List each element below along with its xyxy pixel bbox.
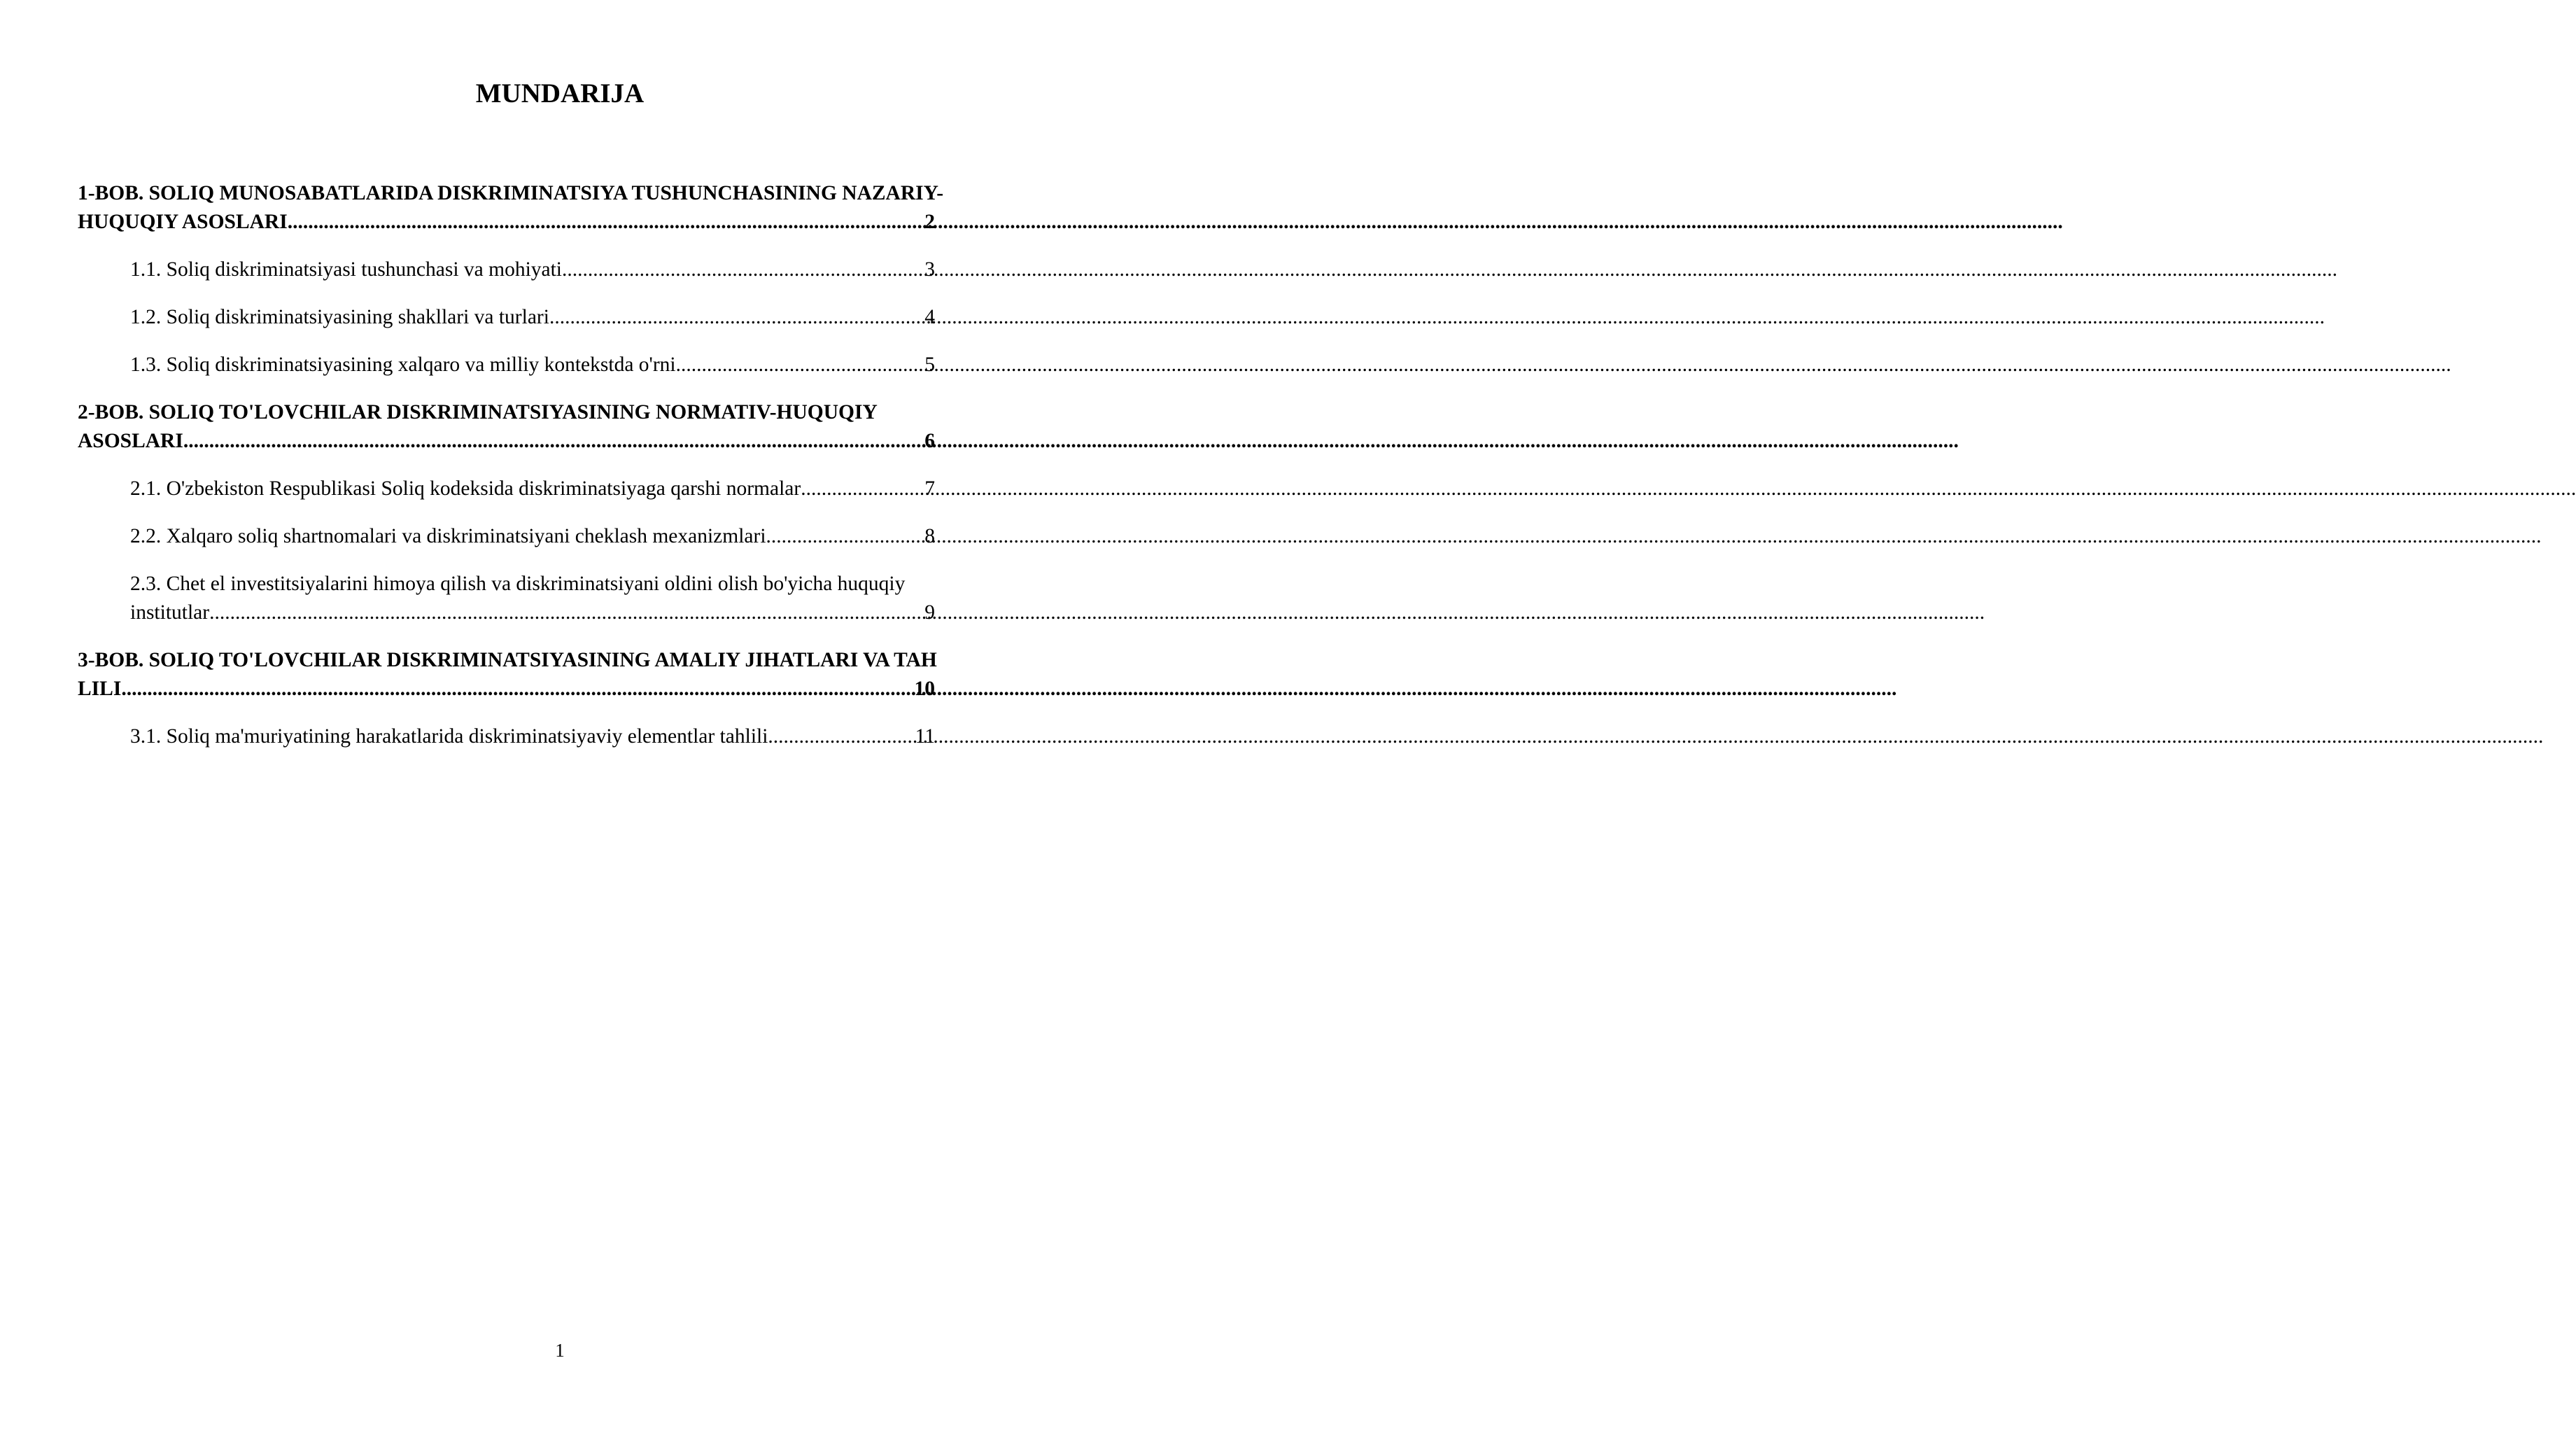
page-title: MUNDARIJA <box>475 78 645 108</box>
toc-entry-text: institutlar <box>130 601 210 624</box>
toc-leader-dots <box>768 722 913 751</box>
toc-entry-chapter-3[interactable] <box>78 646 935 704</box>
toc-entry-first-line: 1-BOB. SOLIQ MUNOSABATLARIDA DISKRIMINATSIYA TUSHUNCHASINING NAZARIY- <box>78 182 944 204</box>
toc-leader-dots <box>288 208 924 237</box>
toc-entry-first-line: 2-BOB. SOLIQ TO'LOVCHILAR DISKRIMINATSIYASINING NORMATIV-HUQUQIY <box>78 401 878 424</box>
toc-leader-dots <box>209 598 923 627</box>
toc-entry-section-2-3[interactable] <box>78 570 935 627</box>
toc-entry-section-1-2[interactable] <box>78 303 935 332</box>
toc-entry-line <box>130 522 935 551</box>
page-footer-number: 1 <box>555 1340 565 1361</box>
toc-entry-text: 1.2. Soliq diskriminatsiyasining shakllari va turlari <box>130 306 549 328</box>
toc-entry-text: 3.1. Soliq ma'muriyatining harakatlarida diskriminatsiyaviy elementlar tahlili <box>130 725 768 748</box>
toc-page-number: 2 <box>924 211 935 233</box>
toc-page-number: 10 <box>914 678 935 700</box>
toc-entry-text: 2.2. Xalqaro soliq shartnomalari va diskriminatsiyani cheklash mexanizmlari <box>130 525 766 547</box>
toc-leader-dots <box>766 522 924 551</box>
toc-entry-chapter-2[interactable] <box>78 398 935 456</box>
toc-entry-line <box>130 303 935 332</box>
toc-entry-text: LILI <box>78 678 122 700</box>
toc-entry-text: ASOSLARI <box>78 430 183 452</box>
toc-entry-text: HUQUQIY ASOSLARI <box>78 211 288 233</box>
toc-entry-section-3-1[interactable] <box>78 722 935 751</box>
toc-page-number: 5 <box>924 354 935 376</box>
toc-entry-section-2-2[interactable] <box>78 522 935 551</box>
toc-entry-text: 1.3. Soliq diskriminatsiyasining xalqaro va milliy kontekstda o'rni <box>130 354 676 376</box>
toc-page-number: 9 <box>924 601 935 624</box>
toc-entry-text: 2.1. O'zbekiston Respublikasi Soliq kodeksida diskriminatsiyaga qarshi normalar <box>130 477 801 500</box>
toc-entry-line <box>78 208 935 237</box>
toc-page-number: 7 <box>924 477 935 500</box>
toc-entry-line <box>130 255 935 284</box>
toc-leader-dots <box>801 475 923 503</box>
toc-entry-line <box>130 351 935 379</box>
toc-entry-line <box>130 722 935 751</box>
toc-leader-dots <box>121 675 913 704</box>
toc-entry-line <box>130 598 935 627</box>
toc-leader-dots <box>549 303 923 332</box>
toc-entry-section-2-1[interactable] <box>78 475 935 503</box>
toc-leader-dots <box>676 351 924 379</box>
toc-entry-line <box>130 475 935 503</box>
toc-entry-text: 1.1. Soliq diskriminatsiyasi tushunchasi va mohiyati <box>130 258 563 281</box>
toc-entry-chapter-1[interactable] <box>78 179 944 237</box>
toc-entry-line <box>78 675 935 704</box>
toc-page-number: 4 <box>924 306 935 328</box>
toc-leader-dots <box>183 427 923 456</box>
toc-page-number: 3 <box>924 258 935 281</box>
toc-entry-line <box>78 427 935 456</box>
toc-entry-first-line: 2.3. Chet el investitsiyalarini himoya qilish va diskriminatsiyani oldini olish bo'yicha huquqiy <box>130 573 906 595</box>
toc-entry-section-1-1[interactable] <box>78 255 935 284</box>
toc-page-number: 8 <box>924 525 935 547</box>
toc-entry-section-1-3[interactable] <box>78 351 935 379</box>
toc-entry-first-line: 3-BOB. SOLIQ TO'LOVCHILAR DISKRIMINATSIYASINING AMALIY JIHATLARI VA TAH <box>78 649 937 671</box>
toc-page-number: 6 <box>924 430 935 452</box>
toc-page-number: 11 <box>915 725 935 748</box>
table-of-contents <box>78 179 944 770</box>
document-page <box>0 0 1120 1449</box>
toc-leader-dots <box>562 255 923 284</box>
